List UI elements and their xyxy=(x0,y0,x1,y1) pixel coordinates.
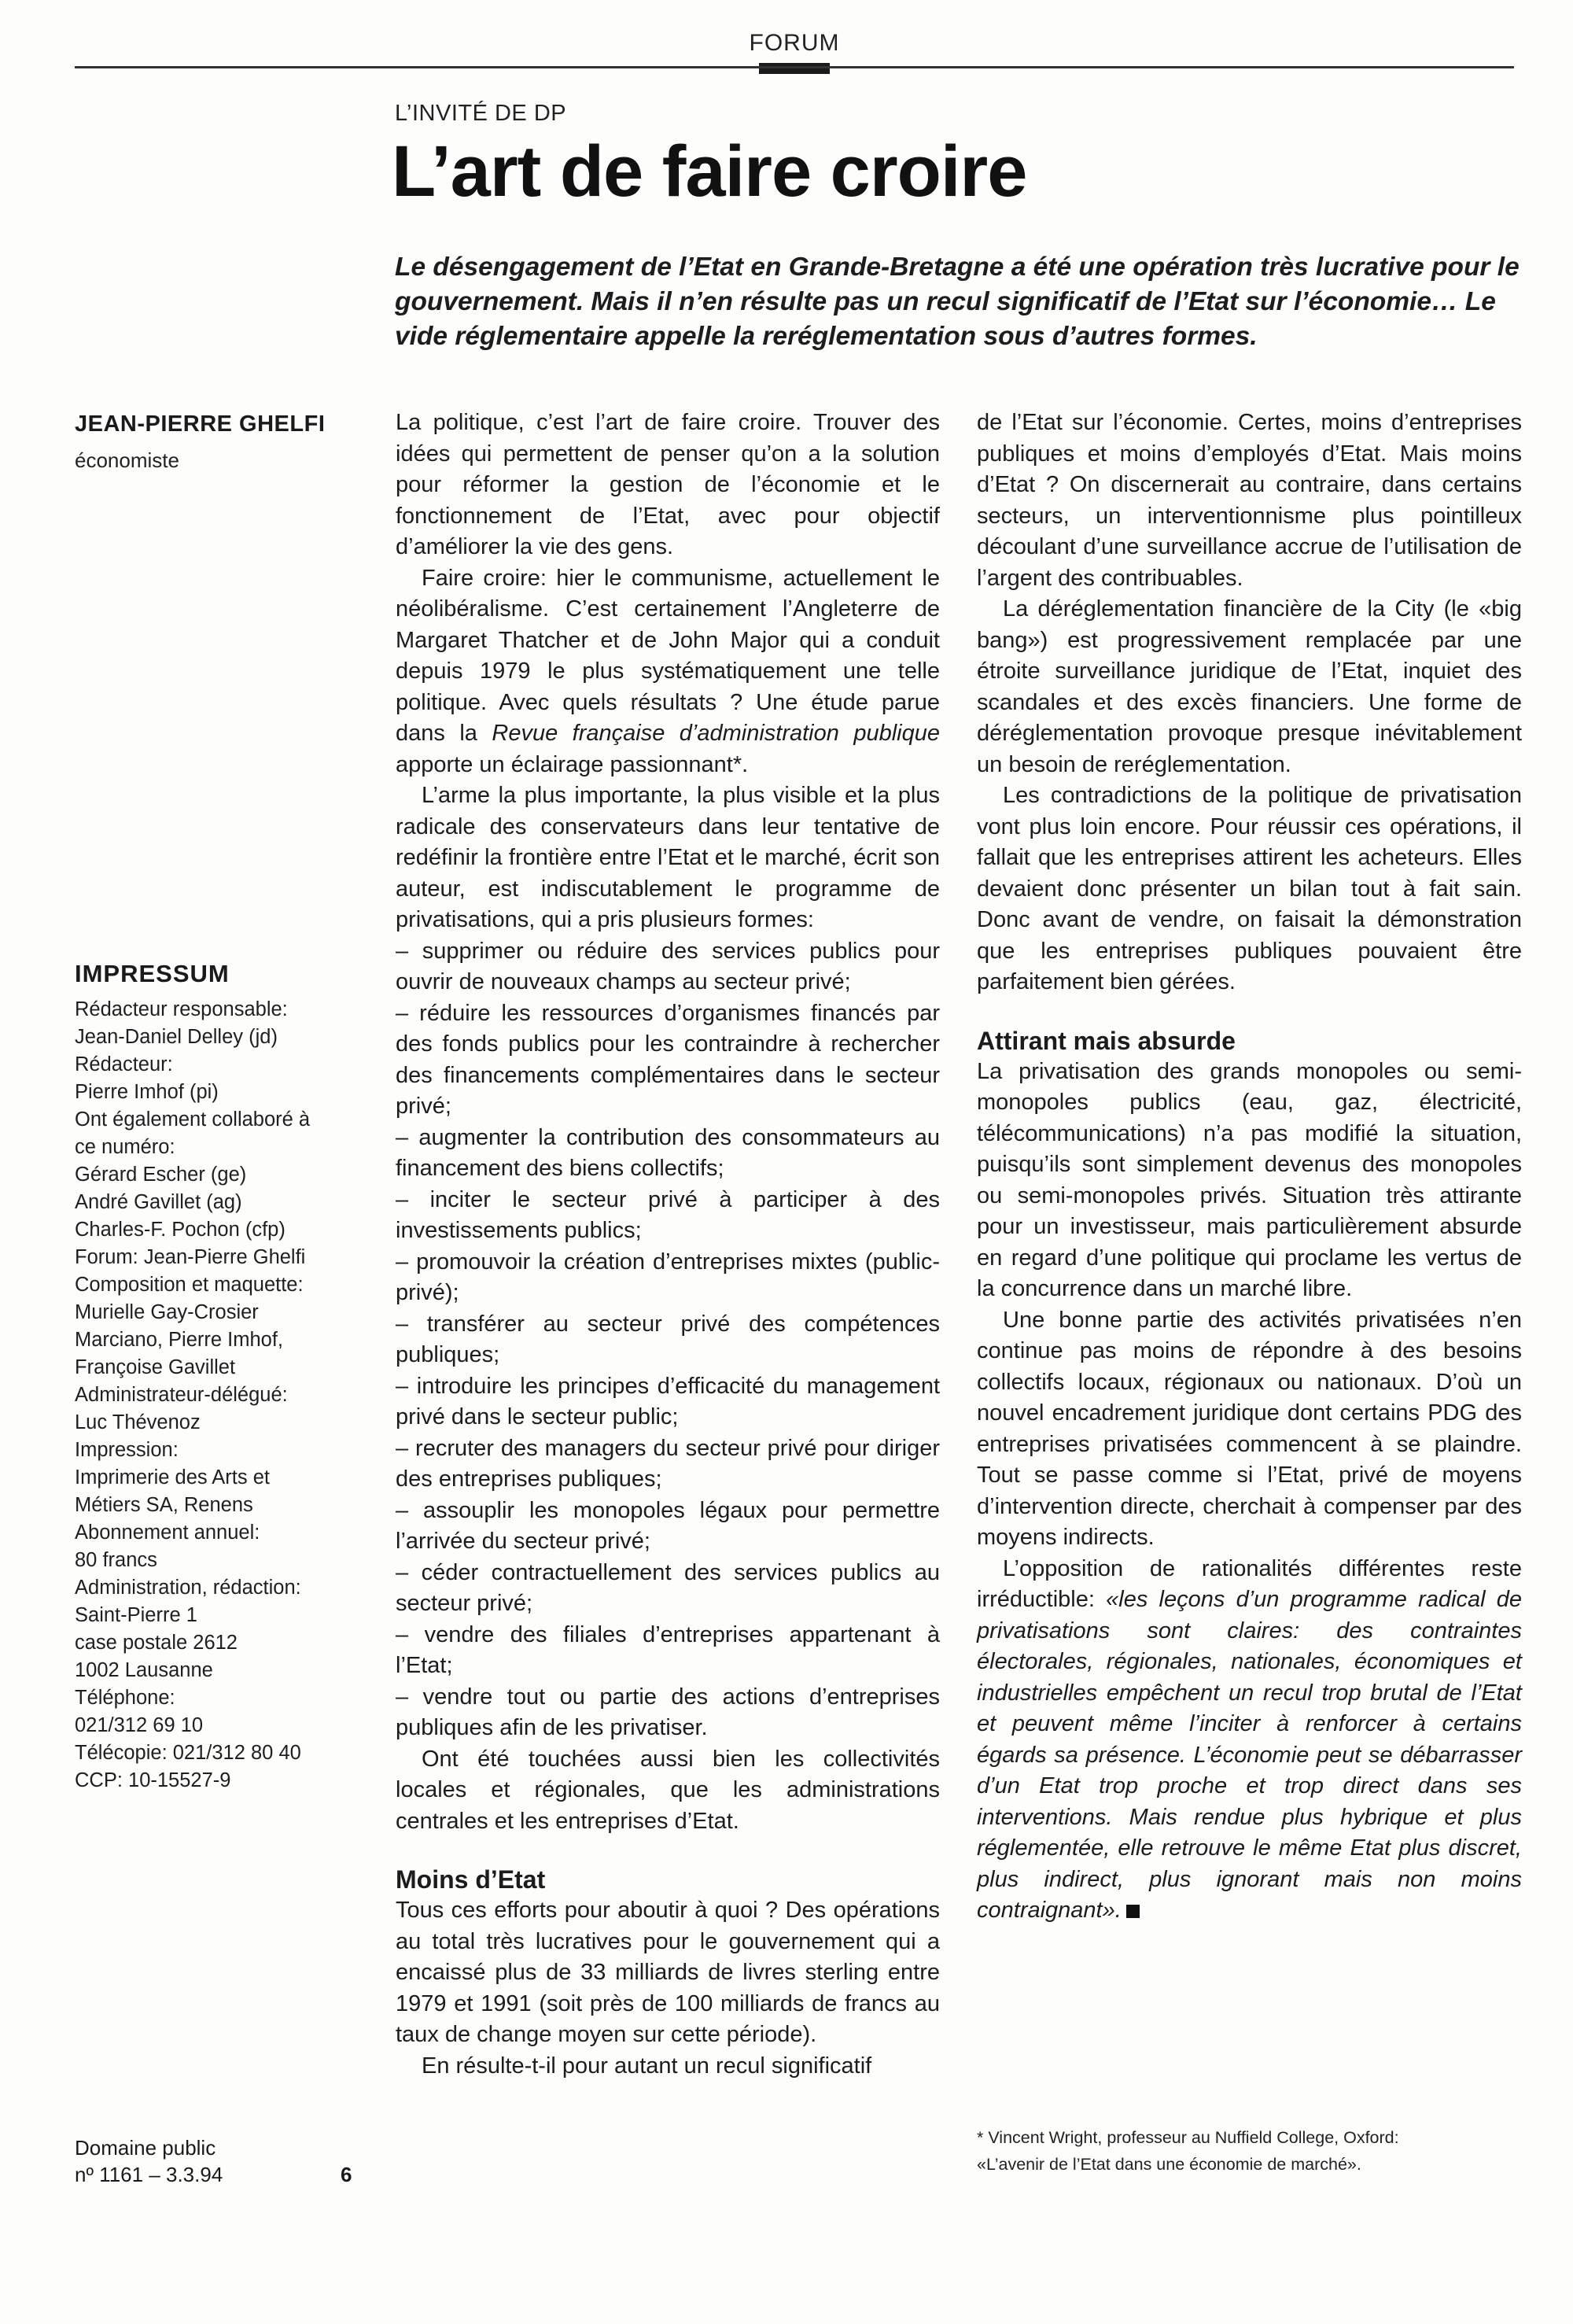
impressum-line: CCP: 10-15527-9 xyxy=(75,1769,231,1791)
paragraph: de l’Etat sur l’économie. Certes, moins d’entreprises publiques et moins d’employés d’Etat. Mais moins d’Etat ? On discernerait au contraire, dans certains secteurs, un interventionnisme plus pointilleux découlant d’une surveillance accrue de l’utilisation de l’argent des contribuables. xyxy=(977,410,1522,591)
paragraph-text: apporte un éclairage passionnant*. xyxy=(396,751,749,777)
article-column-2 xyxy=(977,408,1522,1927)
header-rule xyxy=(75,66,1514,68)
impressum-line: ce numéro: xyxy=(75,1136,175,1158)
subheading: Moins d’Etat xyxy=(396,1865,546,1894)
paragraph: L’arme la plus importante, la plus visible et la plus radicale des conservateurs dans leur tentative de redéfinir la frontière entre l’Etat et le marché, écrit son auteur, est indiscutablement le programme de privatisations, qui a pris plusieurs formes: xyxy=(396,783,940,932)
list-item: – supprimer ou réduire des services publics pour ouvrir de nouveaux champs au secteur privé; xyxy=(396,938,940,994)
paragraph: La politique, c’est l’art de faire croire. Trouver des idées qui permettent de penser qu’on a la solution pour réformer la gestion de l’économie et le fonctionnement de l’Etat, avec pour objectif d’améliorer la vie des gens. xyxy=(396,410,940,559)
impressum-line: Rédacteur responsable: xyxy=(75,998,288,1020)
footnote-line: «L’avenir de l’Etat dans une économie de marché». xyxy=(977,2155,1361,2174)
page-title: L’art de faire croire xyxy=(392,131,1027,212)
issue-info: nº 1161 – 3.3.94 xyxy=(75,2163,223,2186)
paragraph: La déréglementation financière de la City (le «big bang») est progressivement remplacée par une étroite surveillance juridique de l’Etat, inquiet des scandales et des excès financiers. Une forme de déréglementation provoque presque inévitablement un besoin de reréglementation. xyxy=(977,596,1522,777)
lede: Le désengagement de l’Etat en Grande-Bretagne a été une opération très lucrative pour le gouvernement. Mais il n’en résulte pas un recul significatif de l’Etat sur l’économie… Le vide réglementaire appelle la reréglementation sous d’autres formes. xyxy=(395,253,1520,352)
impressum-line: Françoise Gavillet xyxy=(75,1356,236,1378)
impressum-line: Composition et maquette: xyxy=(75,1274,304,1296)
impressum-line: Murielle Gay-Crosier xyxy=(75,1301,259,1323)
impressum-line: Administration, rédaction: xyxy=(75,1577,301,1599)
privatisation-list xyxy=(396,936,940,1744)
impressum-line: case postale 2612 xyxy=(75,1632,238,1654)
paragraph xyxy=(977,1554,1522,1927)
list-item: – vendre des filiales d’entreprises appartenant à l’Etat; xyxy=(396,1621,940,1678)
impressum-title: IMPRESSUM xyxy=(75,960,230,987)
impressum-line: Télécopie: 021/312 80 40 xyxy=(75,1742,301,1764)
list-item: – inciter le secteur privé à participer à des investissements publics; xyxy=(396,1186,940,1243)
footnote-line: * Vincent Wright, professeur au Nuffield College, Oxford: xyxy=(977,2128,1399,2147)
paragraph-text: L’opposition de rationalités différentes reste irréductible: xyxy=(977,1555,1522,1612)
impressum-line: Impression: xyxy=(75,1439,179,1461)
list-item: – recruter des managers du secteur privé pour diriger des entreprises publiques; xyxy=(396,1435,940,1492)
paragraph: Les contradictions de la politique de privatisation vont plus loin encore. Pour réussir ces opérations, il fallait que les entreprises attirent les acheteurs. Elles devaient donc présenter un bilan tout à fait sain. Donc avant de vendre, on faisait la démonstration que les entreprises publiques pouvaient être parfaitement bien gérées. xyxy=(977,783,1522,994)
impressum xyxy=(75,960,374,1795)
impressum-line: Pierre Imhof (pi) xyxy=(75,1081,219,1103)
impressum-line: 1002 Lausanne xyxy=(75,1659,213,1681)
list-item: – céder contractuellement des services publics au secteur privé; xyxy=(396,1559,940,1616)
impressum-line: Ont également collaboré à xyxy=(75,1109,311,1131)
subheading: Attirant mais absurde xyxy=(977,1026,1236,1055)
journal-title: Revue française d’administration publique xyxy=(492,721,940,746)
impressum-line: Gérard Escher (ge) xyxy=(75,1164,247,1186)
impressum-line: Administrateur-délégué: xyxy=(75,1384,288,1406)
list-item: – réduire les ressources d’organismes financés par des fonds publics pour les contraindre à rechercher des financements complémentaires dans le secteur privé; xyxy=(396,1000,940,1119)
impressum-line: Forum: Jean-Pierre Ghelfi xyxy=(75,1246,306,1268)
impressum-line: Jean-Daniel Delley (jd) xyxy=(75,1026,278,1048)
paragraph-text: Faire croire: hier le communisme, actuellement le néolibéralisme. C’est certainement l’Angleterre de Margaret Thatcher et de John Major qui a conduit depuis 1979 le plus systématiquement une telle politique. Avec quels résultats ? Une étude parue dans la xyxy=(396,565,940,746)
article-column-1 xyxy=(396,408,940,2082)
impressum-line: Métiers SA, Renens xyxy=(75,1494,253,1516)
section-marker-bar xyxy=(759,63,830,74)
page-number: 6 xyxy=(341,2163,352,2186)
section-label: FORUM xyxy=(749,30,840,56)
paragraph xyxy=(396,563,940,781)
list-item: – transférer au secteur privé des compétences publiques; xyxy=(396,1311,940,1367)
kicker: L’INVITÉ DE DP xyxy=(395,101,567,126)
author-role: économiste xyxy=(75,448,179,472)
impressum-line: Imprimerie des Arts et xyxy=(75,1466,270,1488)
impressum-line: Abonnement annuel: xyxy=(75,1522,260,1544)
paragraph: Ont été touchées aussi bien les collectivités locales et régionales, que les administrations centrales et les entreprises d’Etat. xyxy=(396,1746,940,1834)
impressum-line: Luc Thévenoz xyxy=(75,1411,201,1433)
impressum-line: 021/312 69 10 xyxy=(75,1714,204,1736)
paragraph: Une bonne partie des activités privatisées n’en continue pas moins de répondre à des besoins collectifs locaux, régionaux ou nationaux. D’où un nouvel encadrement juridique dont certains PDG des entreprises privatisées commencent à se plaindre. Tout se passe comme si l’Etat, privé de moyens d’intervention directe, cherchait à compenser par des moyens indirects. xyxy=(977,1307,1522,1550)
list-item: – vendre tout ou partie des actions d’entreprises publiques afin de les privatiser. xyxy=(396,1684,940,1740)
paragraph: La privatisation des grands monopoles ou semi-monopoles publics (eau, gaz, électricité, télécommunications) n’a pas modifié la situation, puisqu’ils sont simplement devenus des monopoles ou semi-monopoles privés. Situation très attirante pour un investisseur, mais particulièrement absurde en regard d’une politique qui proclame les vertus de la concurrence dans un marché libre. xyxy=(977,1058,1522,1301)
list-item: – promouvoir la création d’entreprises mixtes (public-privé); xyxy=(396,1249,940,1305)
quotation: «les leçons d’un programme radical de privatisations sont claires: des contraintes électorales, régionales, nationales, économiques et industrielles empêchent un recul trop brutal de l’Etat et peuvent même l’inciter à renforcer à certains égards sa présence. L’économie peut se débarrasser d’un Etat trop proche et trop direct dans ses interventions. Mais rendue plus hybrique et plus réglementée, elle retrouve le même Etat plus discret, plus indirect, plus ignorant mais non moins contraignant». xyxy=(977,1587,1522,1923)
end-of-article-mark xyxy=(1126,1905,1140,1918)
author-name: JEAN-PIERRE GHELFI xyxy=(75,411,326,437)
impressum-line: André Gavillet (ag) xyxy=(75,1191,242,1213)
impressum-line: Marciano, Pierre Imhof, xyxy=(75,1329,284,1351)
publication-name: Domaine public xyxy=(75,2136,216,2160)
impressum-list xyxy=(75,996,374,1795)
impressum-line: 80 francs xyxy=(75,1549,157,1571)
impressum-line: Rédacteur: xyxy=(75,1053,173,1075)
list-item: – assouplir les monopoles légaux pour permettre l’arrivée du secteur privé; xyxy=(396,1497,940,1554)
list-item: – augmenter la contribution des consommateurs au financement des biens collectifs; xyxy=(396,1124,940,1181)
impressum-line: Saint-Pierre 1 xyxy=(75,1604,197,1626)
impressum-line: Charles-F. Pochon (cfp) xyxy=(75,1219,285,1241)
impressum-line: Téléphone: xyxy=(75,1687,175,1709)
footnote xyxy=(977,2124,1527,2178)
list-item: – introduire les principes d’efficacité du management privé dans le secteur public; xyxy=(396,1373,940,1429)
paragraph: Tous ces efforts pour aboutir à quoi ? Des opérations au total très lucratives pour le gouvernement qui a encaissé plus de 33 milliards de livres sterling entre 1979 et 1991 (soit près de 100 milliards de francs au taux de change moyen sur cette période). xyxy=(396,1898,940,2047)
paragraph: En résulte-t-il pour autant un recul significatif xyxy=(422,2053,872,2079)
